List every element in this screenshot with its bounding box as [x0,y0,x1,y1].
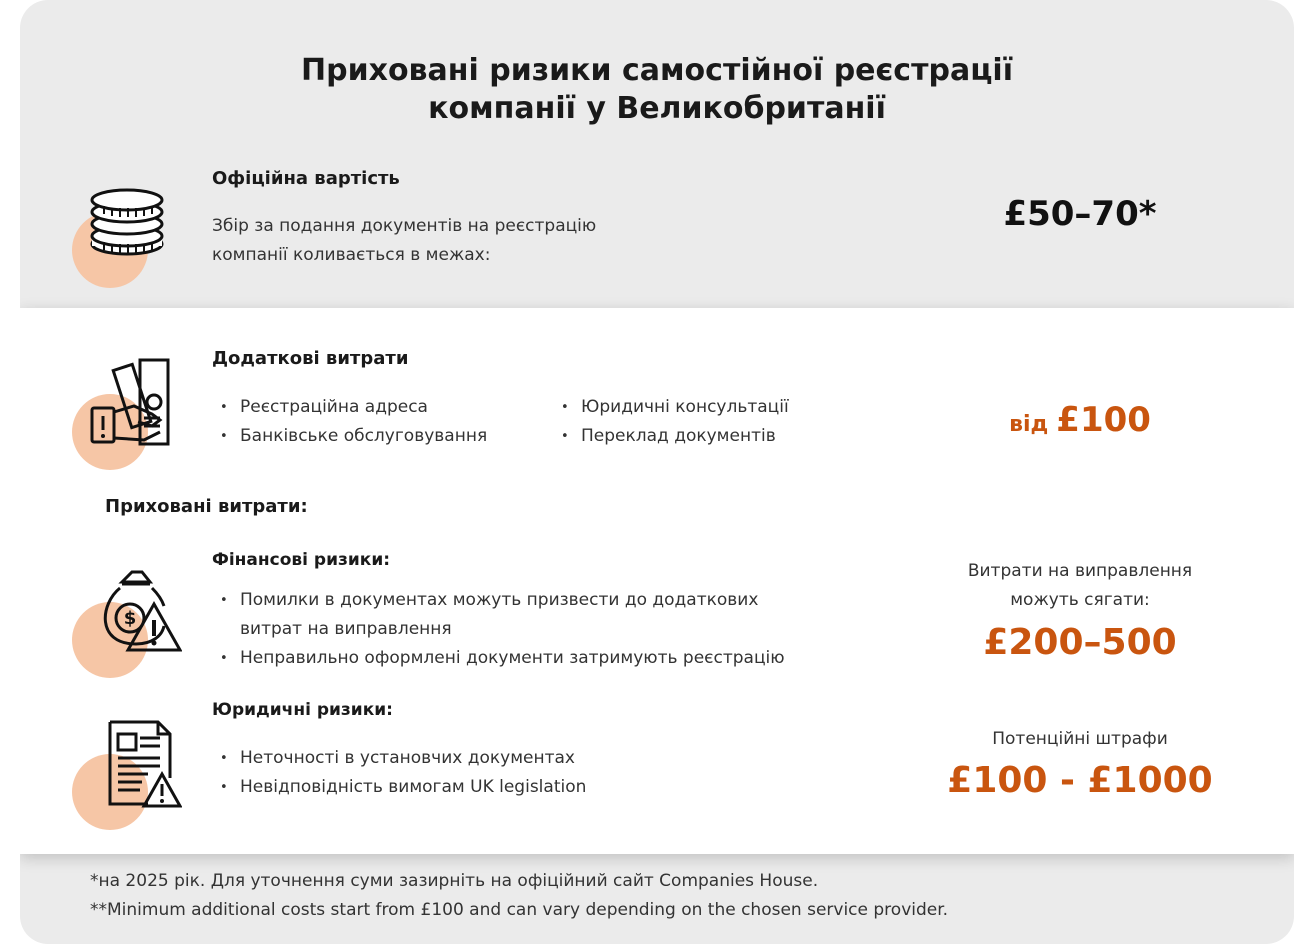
financial-risks-label: Витрати на виправлення можуть сягати: [967,561,1193,610]
official-cost-price: £50–70* [1003,194,1157,234]
document-warning-icon [72,716,192,826]
hand-money-warning-icon [72,356,192,466]
legal-risks-price: £100 - £1000 [947,760,1213,801]
money-bag-warning-icon [72,564,192,674]
financial-risks-price: £200–500 [983,622,1177,663]
title-line-2: компанії у Великобританії [428,91,886,126]
additional-costs-heading: Додаткові витрати [212,348,409,369]
coins-stack-icon [72,178,192,288]
list-item: • Неточності в установчих документах [212,744,586,773]
list-item: • Помилки в документах можуть призвести до додаткових [212,586,785,615]
legal-risks-list [212,744,586,802]
price-prefix: від [1009,412,1049,437]
official-cost-heading: Офіційна вартість [212,168,400,189]
list-item: • Реєстраційна адреса [212,393,487,422]
svg-text:$: $ [123,608,137,629]
official-cost-description: Збір за подання документів на реєстрацію компанії коливається в межах: [212,216,597,265]
financial-risks-heading: Фінансові ризики: [212,550,391,570]
list-item: • Банківське обслуговування [212,422,487,451]
additional-costs-list-left [212,393,487,451]
list-item: • Невідповідність вимогам UK legislation [212,773,586,802]
legal-risks-label: Потенційні штрафи [992,729,1168,749]
legal-risks-heading: Юридичні ризики: [212,700,393,720]
costs-panel [20,308,1294,854]
footnote-2: **Minimum additional costs start from £100 and can vary depending on the chosen service provider. [90,900,949,920]
footnote-1: *на 2025 рік. Для уточнення суми зазирніть на офіційний сайт Companies House. [90,871,819,891]
list-item: • Юридичні консультації [553,393,789,422]
page-title [20,52,1294,128]
hidden-costs-heading: Приховані витрати: [105,496,308,517]
list-item: • Переклад документів [553,422,789,451]
additional-costs-list-right [553,393,789,451]
list-item-continuation: витрат на виправлення [240,619,452,639]
title-line-1: Приховані ризики самостійної реєстрації [300,53,1014,88]
additional-costs-price [980,400,1180,440]
price-value: £100 [1056,400,1151,440]
financial-risks-list [212,586,785,673]
list-item: • Неправильно оформлені документи затримують реєстрацію [212,644,785,673]
risk-card [20,0,1294,944]
